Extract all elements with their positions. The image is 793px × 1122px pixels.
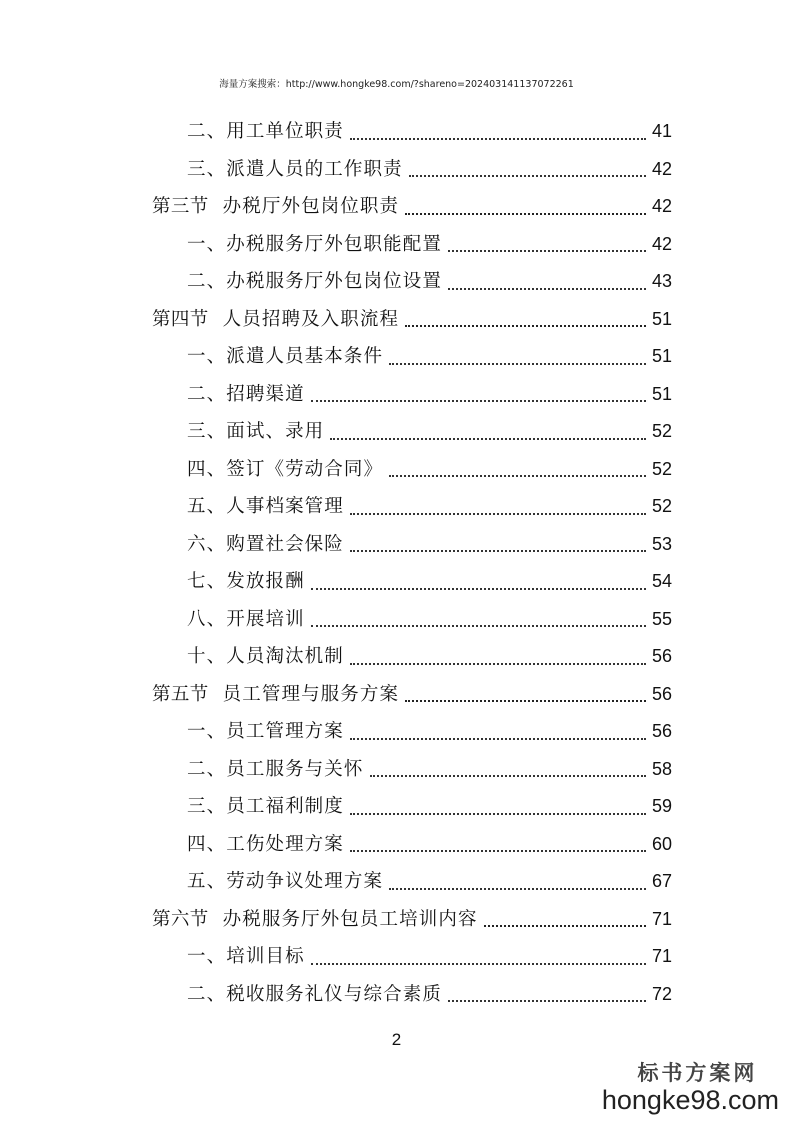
toc-subsection-entry[interactable]	[152, 976, 672, 1014]
toc-entry-number: 四、	[187, 833, 227, 855]
toc-entry-title: 购置社会保险	[226, 533, 344, 555]
toc-dot-leader	[405, 676, 646, 714]
toc-subsection-entry[interactable]	[152, 451, 672, 489]
toc-dot-leader	[311, 938, 646, 976]
toc-subsection-entry[interactable]	[152, 526, 672, 564]
toc-entry-number: 一、	[187, 233, 227, 255]
toc-dot-leader	[311, 376, 646, 414]
toc-entry-number: 二、	[187, 121, 227, 142]
toc-dot-leader	[484, 901, 646, 939]
toc-subsection-entry[interactable]	[152, 938, 672, 976]
toc-entry-page: 56	[651, 721, 672, 741]
toc-entry-number: 二、	[187, 271, 227, 292]
toc-entry-page: 41	[651, 121, 672, 141]
toc-entry-title: 员工服务与关怀	[226, 758, 364, 780]
toc-entry-page: 42	[651, 158, 672, 179]
toc-subsection-entry[interactable]	[152, 226, 672, 264]
toc-entry-number: 八、	[187, 608, 227, 630]
toc-entry-title: 人事档案管理	[226, 496, 344, 517]
toc-subsection-entry[interactable]	[152, 863, 672, 901]
toc-dot-leader	[350, 638, 646, 676]
toc-subsection-entry[interactable]	[152, 413, 672, 451]
toc-subsection-entry[interactable]	[152, 263, 672, 301]
toc-entry-title: 人员招聘及入职流程	[222, 308, 400, 330]
toc-dot-leader	[350, 526, 646, 564]
toc-subsection-entry[interactable]	[152, 751, 672, 789]
toc-dot-leader	[350, 113, 646, 151]
toc-entry-page: 59	[651, 796, 672, 816]
toc-entry-title: 工伤处理方案	[226, 833, 344, 855]
toc-subsection-entry[interactable]	[152, 151, 672, 189]
toc-entry-title: 招聘渠道	[226, 383, 305, 405]
toc-dot-leader	[448, 263, 646, 301]
toc-entry-title: 办税服务厅外包岗位设置	[226, 271, 442, 292]
toc-entry-page: 56	[651, 683, 672, 704]
toc-entry-title: 人员淘汰机制	[226, 646, 344, 667]
toc-dot-leader	[350, 713, 646, 751]
toc-entry-page: 71	[651, 946, 672, 966]
watermark-domain-text: hongke98.com	[601, 1085, 779, 1115]
toc-entry-page: 42	[651, 233, 672, 254]
toc-entry-number: 二、	[187, 758, 227, 780]
toc-subsection-entry[interactable]	[152, 788, 672, 826]
toc-entry-page: 52	[651, 496, 672, 516]
table-of-contents	[152, 113, 672, 1013]
toc-entry-title: 开展培训	[226, 608, 305, 630]
toc-entry-number: 第四节	[152, 308, 209, 330]
toc-entry-page: 54	[651, 571, 672, 591]
toc-entry-number: 一、	[187, 721, 227, 742]
toc-entry-page: 72	[651, 983, 672, 1004]
toc-entry-number: 三、	[187, 421, 227, 442]
toc-entry-title: 派遣人员基本条件	[226, 346, 384, 367]
page-number: 2	[391, 1030, 402, 1049]
toc-entry-number: 五、	[187, 496, 227, 517]
toc-dot-leader	[350, 826, 646, 864]
toc-entry-number: 二、	[187, 383, 227, 405]
toc-entry-title: 派遣人员的工作职责	[226, 158, 403, 180]
toc-entry-title: 用工单位职责	[226, 121, 344, 142]
toc-section-entry[interactable]	[152, 301, 672, 339]
toc-section-entry[interactable]	[152, 901, 672, 939]
toc-entry-number: 三、	[187, 796, 227, 817]
watermark-chinese-text: 标书方案网	[637, 1060, 758, 1085]
toc-dot-leader	[409, 151, 646, 189]
toc-entry-page: 51	[651, 346, 672, 366]
toc-entry-number: 二、	[187, 983, 227, 1005]
toc-section-entry[interactable]	[152, 676, 672, 714]
toc-subsection-entry[interactable]	[152, 488, 672, 526]
toc-entry-page: 55	[651, 608, 672, 629]
toc-entry-title: 办税厅外包岗位职责	[222, 196, 400, 217]
toc-entry-title: 税收服务礼仪与综合素质	[226, 983, 442, 1005]
toc-subsection-entry[interactable]	[152, 601, 672, 639]
toc-dot-leader	[389, 338, 646, 376]
toc-entry-number: 一、	[187, 946, 227, 967]
toc-entry-page: 56	[651, 646, 672, 666]
toc-section-entry[interactable]	[152, 188, 672, 226]
toc-dot-leader	[389, 451, 646, 489]
toc-entry-page: 71	[651, 908, 672, 929]
toc-subsection-entry[interactable]	[152, 113, 672, 151]
toc-subsection-entry[interactable]	[152, 713, 672, 751]
toc-entry-title: 员工管理与服务方案	[222, 683, 400, 705]
toc-entry-title: 签订《劳动合同》	[226, 458, 384, 480]
toc-entry-number: 十、	[187, 646, 227, 667]
toc-entry-page: 51	[651, 383, 672, 404]
toc-entry-title: 办税服务厅外包职能配置	[226, 233, 442, 255]
toc-subsection-entry[interactable]	[152, 638, 672, 676]
toc-dot-leader	[389, 863, 646, 901]
toc-entry-number: 七、	[187, 571, 227, 592]
page-header-url: 海量方案搜索：http://www.hongke98.com/?shareno=20240314113707226​1	[219, 79, 574, 90]
toc-dot-leader	[448, 976, 646, 1014]
toc-entry-title: 劳动争议处理方案	[226, 871, 384, 892]
toc-entry-page: 58	[651, 758, 672, 779]
toc-entry-number: 五、	[187, 871, 227, 892]
toc-dot-leader	[311, 563, 646, 601]
toc-subsection-entry[interactable]	[152, 826, 672, 864]
toc-entry-title: 面试、录用	[226, 421, 325, 442]
toc-entry-page: 53	[651, 533, 672, 554]
toc-subsection-entry[interactable]	[152, 563, 672, 601]
toc-entry-number: 一、	[187, 346, 227, 367]
toc-entry-page: 52	[651, 421, 672, 441]
site-watermark-logo	[602, 1062, 779, 1114]
toc-entry-page: 51	[651, 308, 672, 329]
toc-entry-number: 四、	[187, 458, 227, 480]
toc-entry-number: 第六节	[152, 908, 209, 930]
toc-dot-leader	[330, 413, 646, 451]
toc-dot-leader	[350, 788, 646, 826]
toc-dot-leader	[311, 601, 646, 639]
toc-entry-page: 60	[651, 833, 672, 854]
toc-entry-title: 培训目标	[226, 946, 305, 967]
toc-entry-page: 42	[651, 196, 672, 216]
toc-entry-page: 67	[651, 871, 672, 891]
toc-entry-number: 三、	[187, 158, 227, 180]
toc-dot-leader	[370, 751, 646, 789]
toc-entry-title: 员工管理方案	[226, 721, 344, 742]
toc-entry-page: 52	[651, 458, 672, 479]
toc-dot-leader	[405, 301, 646, 339]
toc-entry-title: 员工福利制度	[226, 796, 344, 817]
toc-entry-number: 第三节	[152, 196, 209, 217]
toc-entry-number: 六、	[187, 533, 227, 555]
toc-entry-page: 43	[651, 271, 672, 291]
toc-subsection-entry[interactable]	[152, 376, 672, 414]
toc-entry-title: 办税服务厅外包员工培训内容	[222, 908, 478, 930]
toc-dot-leader	[405, 188, 646, 226]
toc-entry-title: 发放报酬	[226, 571, 305, 592]
toc-dot-leader	[350, 488, 646, 526]
toc-subsection-entry[interactable]	[152, 338, 672, 376]
toc-dot-leader	[448, 226, 646, 264]
toc-entry-number: 第五节	[152, 683, 209, 705]
